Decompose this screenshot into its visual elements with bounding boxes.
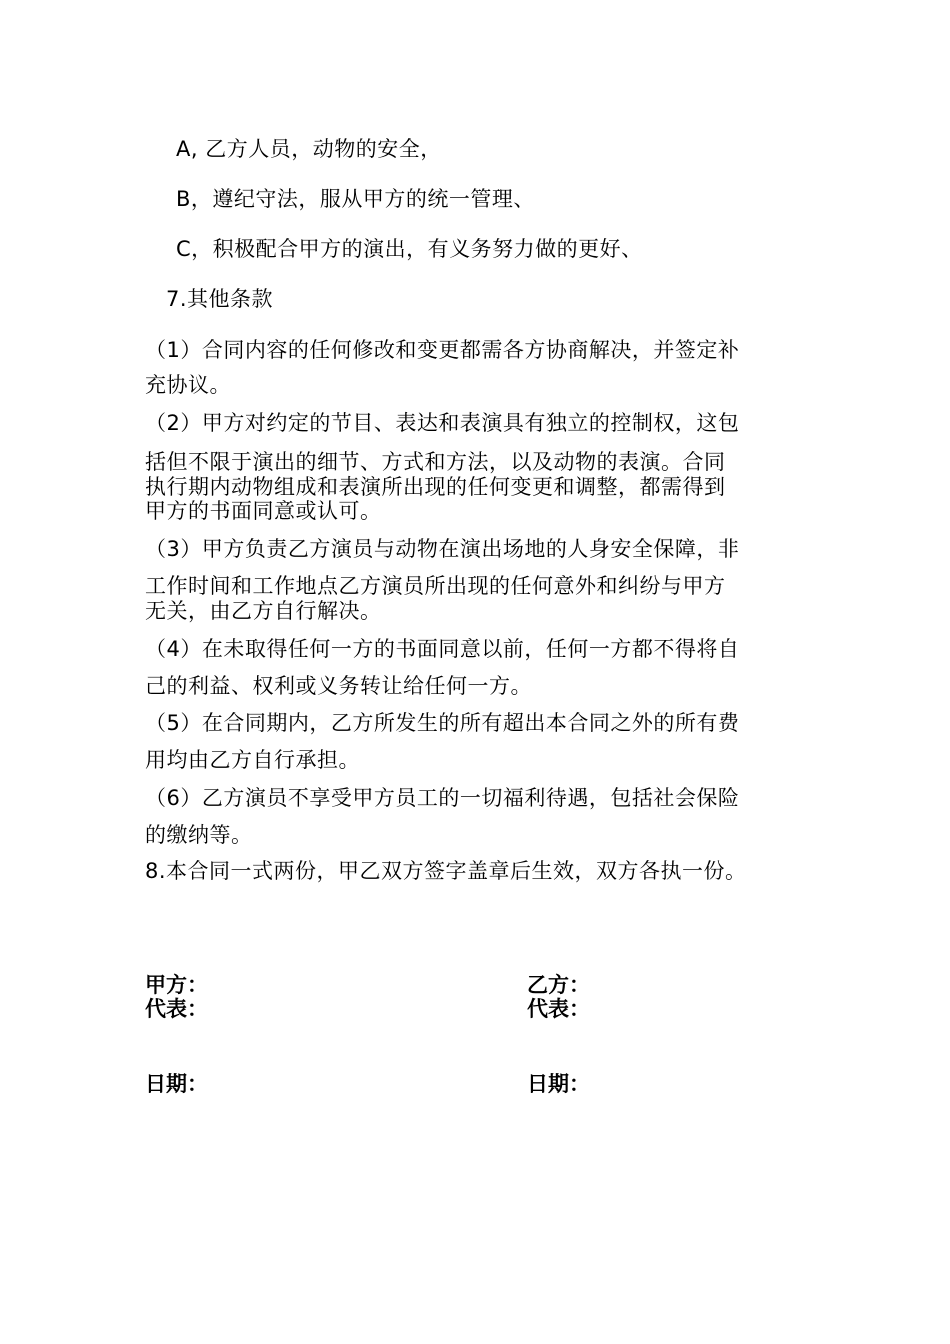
clause-line: （6）乙方演员不享受甲方员工的一切福利待遇，包括社会保险 bbox=[145, 786, 740, 810]
clause-line: 己的利益、权利或义务转让给任何一方。 bbox=[145, 674, 532, 698]
sub-item-b: B，遵纪守法，服从甲方的统一管理、 bbox=[176, 187, 535, 211]
clause-line: （4）在未取得任何一方的书面同意以前，任何一方都不得将自 bbox=[145, 637, 740, 661]
clause-line: 甲方的书面同意或认可。 bbox=[145, 499, 382, 523]
clause-line: （3）甲方负责乙方演员与动物在演出场地的人身安全保障，非 bbox=[145, 537, 740, 561]
clause-line: （1）合同内容的任何修改和变更都需各方协商解决，并签定补 bbox=[145, 338, 740, 362]
section-7-heading: 7.其他条款 bbox=[166, 287, 274, 311]
sub-item-a: A, 乙方人员，动物的安全， bbox=[176, 137, 442, 161]
clause-line: （2）甲方对约定的节目、表达和表演具有独立的控制权，这包 bbox=[145, 411, 740, 435]
clause-line: 充协议。 bbox=[145, 373, 231, 397]
clause-line: 工作时间和工作地点乙方演员所出现的任何意外和纠纷与甲方 bbox=[145, 574, 726, 598]
clause-line: 用均由乙方自行承担。 bbox=[145, 748, 360, 772]
party-a-label: 甲方： bbox=[145, 973, 208, 997]
clause-line: 执行期内动物组成和表演所出现的任何变更和调整，都需得到 bbox=[145, 475, 726, 499]
clause-line: 无关，由乙方自行解决。 bbox=[145, 599, 382, 623]
party-a-representative-label: 代表： bbox=[145, 997, 208, 1021]
party-a-date-label: 日期： bbox=[145, 1072, 208, 1096]
party-b-label: 乙方： bbox=[527, 973, 590, 997]
sub-item-c: C，积极配合甲方的演出，有义务努力做的更好、 bbox=[176, 237, 643, 261]
party-b-date-label: 日期： bbox=[527, 1072, 590, 1096]
clause-line: 的缴纳等。 bbox=[145, 823, 253, 847]
section-8: 8.本合同一式两份，甲乙双方签字盖章后生效，双方各执一份。 bbox=[145, 859, 747, 883]
clause-line: （5）在合同期内，乙方所发生的所有超出本合同之外的所有费 bbox=[145, 711, 740, 735]
clause-line: 括但不限于演出的细节、方式和方法，以及动物的表演。合同 bbox=[145, 450, 726, 474]
party-b-representative-label: 代表： bbox=[527, 997, 590, 1021]
